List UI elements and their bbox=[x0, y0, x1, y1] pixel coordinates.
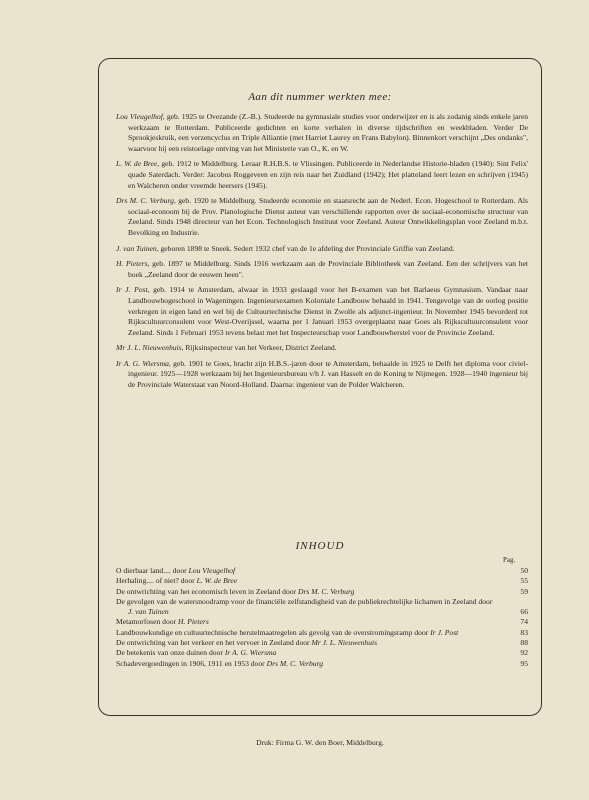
contributor-bio: geb. 1914 te Amsterdam, alwaar in 1933 geslaagd voor het B-examen van het Barlaeus Gymnasium. Vandaar naar Landbouwhogeschool in Wageningen. Ingenieursexamen Koloniale Landbouw behaald in 1941. Tengevolge van de oorlog positie verkregen in eigen land en wel bij de Cultuurtechnische Dienst in Zwolle als adjunct-ingenieur. In November 1945 bevorderd tot Rijkscultuurconsulent voor West-Overijssel, waarna per 1 Januari 1953 overgeplaatst naar Goes als Rijkscultuurconsulent voor Zeeland. Sinds 1 Februari 1953 tevens belast met het Inspecteurschap voor Landbouwherstel voor de Provincie Zeeland. bbox=[128, 285, 528, 337]
toc-page-number: 50 bbox=[520, 566, 528, 575]
toc-title: De ontwrichting van het verkeer en het vervoer in Zeeland door bbox=[116, 638, 312, 648]
contributor-entry bbox=[116, 196, 528, 238]
contributor-name: J. van Tuinen, bbox=[116, 243, 159, 253]
toc-author: Mr J. L. Nieuwenhuis bbox=[311, 638, 378, 648]
contributor-bio: geb. 1925 te Ovezande (Z.-B.). Studeerde na gymnasiale studies voor onderwijzer en is als zodanig sinds enkele jaren werkzaam te Rotterdam. Publiceerde gedichten en korte verhalen in diverse tijdschriften en weekbladen. Verder De Sprookjeskruik, een verzencyclus en Triple Alliantie (met Harriet Laurey en Frans Babylon). Binnenkort verschijnt „Des ondanks", waarvoor hij een reistoelage ontving van het Ministerie van O., K. en W. bbox=[128, 112, 529, 153]
contributor-name: Drs M. C. Verburg, bbox=[116, 196, 176, 206]
toc-author: L. W. de Bree bbox=[196, 576, 238, 586]
toc-title: De ontwrichting van het economisch leven in Zeeland door bbox=[116, 586, 298, 596]
toc-entry bbox=[116, 576, 528, 586]
contributor-name: Mr J. L. Nieuwenhuis, bbox=[116, 343, 184, 353]
toc-title: De betekenis van onze duinen door bbox=[116, 648, 225, 658]
contributors-heading: Aan dit nummer werkten mee: bbox=[248, 91, 392, 103]
contributors-list bbox=[116, 112, 528, 391]
toc-entry bbox=[116, 648, 528, 658]
contributor-bio: Rijksinspecteur van het Verkeer, District Zeeland. bbox=[183, 343, 337, 353]
toc-entry bbox=[116, 638, 528, 648]
toc-author: Drs M. C. Verburg bbox=[266, 658, 324, 668]
contributor-bio: geb. 1912 te Middelburg. Leraar R.H.B.S. te Vlissingen. Publiceerde in Nederlandse Historie-bladen (1940): Sint Felix' quade Saterdach. Verder: Jacobus Roggeveen en zijn reis naar het Zuidland (1942); Het platteland leert lezen en schrijven (1945) en Walcheren onder vreemde heersers (1945). bbox=[128, 159, 528, 190]
contributor-name: H. Pieters, bbox=[116, 259, 150, 269]
toc-title: De gevolgen van de watersnoodramp voor de financiële zelfstandigheid van de publiekrechtelijke lichamen in Zeeland door bbox=[116, 596, 493, 606]
toc-page-number: 95 bbox=[520, 658, 528, 668]
toc-page-number: 66 bbox=[520, 607, 528, 617]
contents-heading: INHOUD bbox=[295, 540, 345, 552]
toc-page-number: 83 bbox=[520, 627, 528, 637]
contributor-name: Ir J. Post, bbox=[116, 285, 150, 295]
contributor-name: Ir A. G. Wiersma, bbox=[116, 358, 171, 368]
contributor-entry bbox=[116, 285, 528, 338]
toc-entry bbox=[116, 659, 528, 669]
toc-author: Drs M. C. Verburg bbox=[297, 586, 355, 596]
contributor-entry bbox=[116, 112, 528, 154]
toc-author: J. van Tuinen bbox=[128, 607, 169, 617]
toc-page-number: 88 bbox=[520, 638, 528, 648]
contributor-name: L. W. de Bree, bbox=[116, 159, 160, 169]
toc-title: Metamorfosen door bbox=[116, 617, 178, 627]
toc-author: Ir A. G. Wiersma bbox=[224, 648, 277, 658]
contributor-name: Lou Vleugelhof, bbox=[116, 112, 165, 121]
toc-entry bbox=[116, 597, 528, 618]
printer-credit: Druk: Firma G. W. den Boer, Middelburg. bbox=[256, 738, 384, 747]
toc-author: H. Pieters bbox=[178, 617, 209, 627]
toc-entry bbox=[116, 628, 528, 638]
contributor-entry bbox=[116, 259, 528, 280]
toc-entry bbox=[116, 617, 528, 627]
toc-entry bbox=[116, 587, 528, 597]
contributor-bio: geb. 1897 te Middelburg. Sinds 1916 werkzaam aan de Provinciale Bibliotheek van Zeeland. Een der schrijvers van het boek „Zeeland door de eeuwen heen". bbox=[128, 259, 528, 279]
toc-title: Herhaling.... of niet? door bbox=[116, 576, 197, 586]
toc-title: Landbouwkundige en cultuurtechnische herstelmaatregelen als gevolg van de overstromingsramp door bbox=[116, 627, 431, 637]
toc-page-number: 74 bbox=[520, 617, 528, 627]
toc-author: Ir J. Post bbox=[430, 627, 459, 637]
contributor-bio: geb. 1901 te Goes, bracht zijn H.B.S.-jaren door te Amsterdam, behaalde in 1925 te Delft het diploma voor civiel-ingenieur. 1925—1928 werkzaam bij het Ingenieursbureau v/h J. van Hasselt en de Koning te Nijmegen. 1928—1940 ingenieur bij de Provinciale Waterstaat van Noord-Holland. Daarna: ingenieur van de Polder Walcheren. bbox=[128, 358, 528, 390]
contributor-entry bbox=[116, 359, 528, 391]
toc-page-number: 55 bbox=[520, 576, 528, 586]
contributor-entry bbox=[116, 244, 528, 255]
contributor-entry bbox=[116, 343, 528, 354]
contributor-bio: geboren 1898 te Sneek. Sedert 1932 chef van de 1e afdeling der Provinciale Griffie van Zeeland. bbox=[158, 243, 455, 253]
toc-entry bbox=[116, 566, 528, 576]
table-of-contents bbox=[116, 566, 528, 669]
toc-title: O dierbaar land.... door bbox=[116, 566, 189, 575]
contributor-bio: geb. 1920 te Middelburg. Studeerde economie en staatsrecht aan de Nederl. Econ. Hogeschool te Rotterdam. Als sociaal-econoom bij de Prov. Planologische Dienst auteur van verschillende rapporten over de sociaal-economische structuur van Zeeland. Sinds 1948 directeur van het Econ. Technologisch Instituut voor Zeeland. Auteur Ontwikkelingsplan voor Zeeland m.b.t. Bevolking en Industrie. bbox=[128, 196, 528, 237]
contributor-entry bbox=[116, 159, 528, 191]
toc-page-number: 59 bbox=[520, 586, 528, 596]
toc-title: Schadevergoedingen in 1906, 1911 en 1953 door bbox=[116, 658, 267, 668]
page-column-label: Pag. bbox=[503, 556, 516, 564]
toc-author: Lou Vleugelhof bbox=[188, 566, 236, 575]
toc-page-number: 92 bbox=[520, 648, 528, 658]
